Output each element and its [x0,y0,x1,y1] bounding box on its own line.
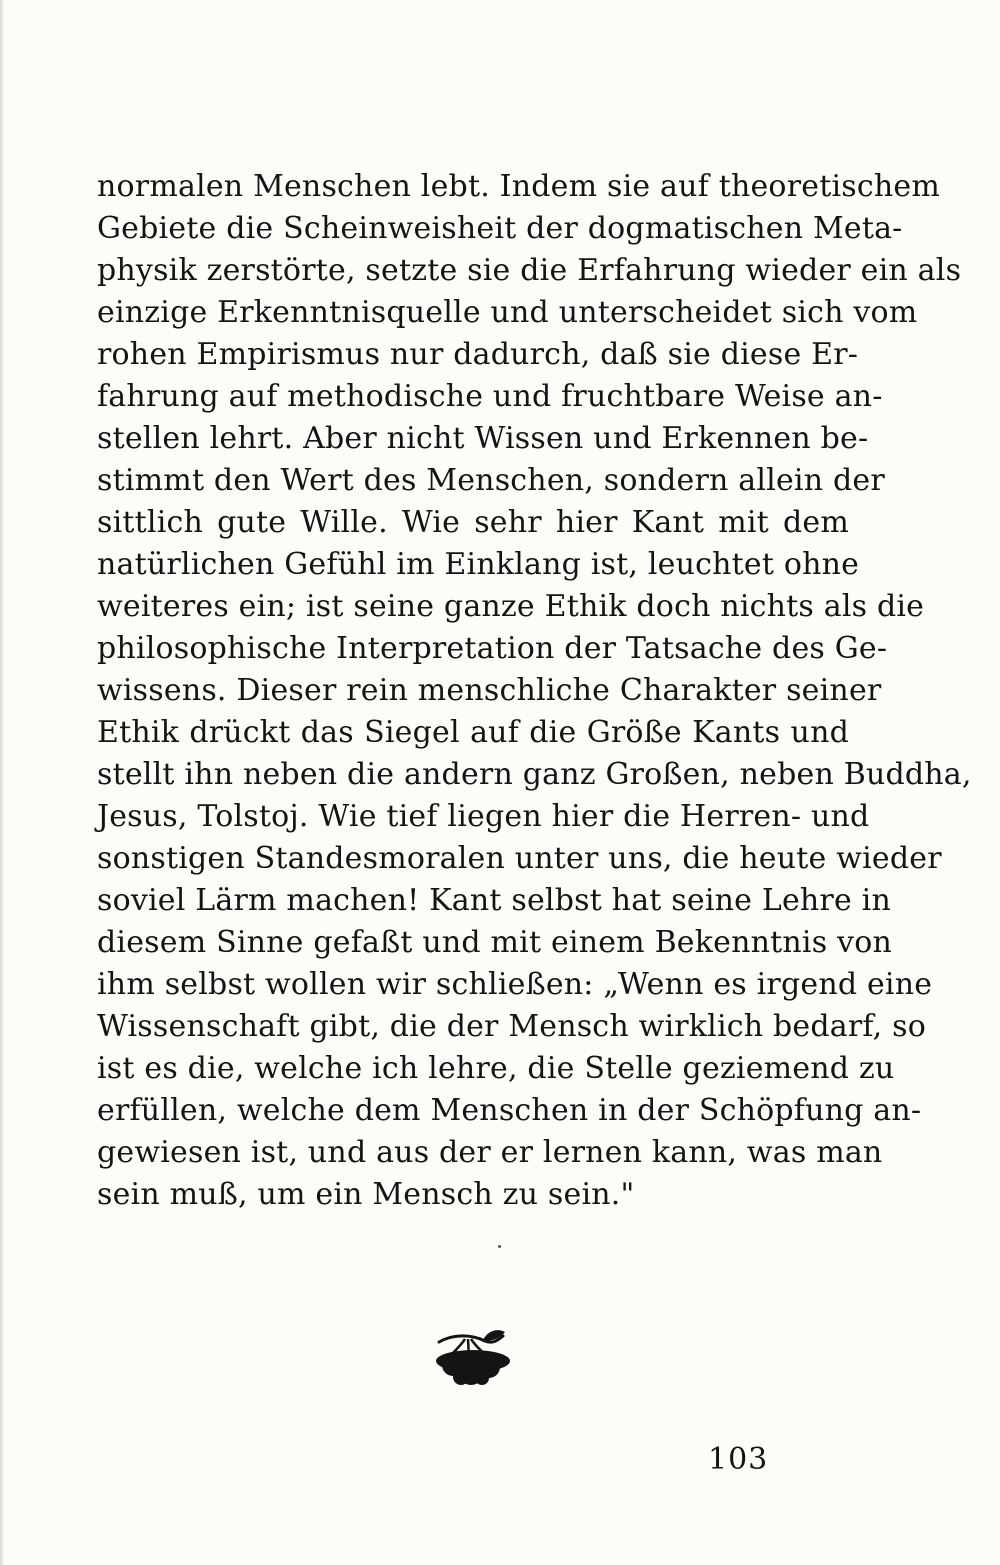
text-line: stellt ihn neben die andern ganz Großen, neben Buddha, [97,757,972,792]
text-line: ihm selbst wollen wir schließen: „Wenn es irgend eine [97,967,933,1002]
text-line: natürlichen Gefühl im Einklang ist, leuchtet ohne [97,547,860,582]
text-line: einzige Erkenntnisquelle und unterscheidet sich vom [97,295,918,330]
text-line: normalen Menschen lebt. Indem sie auf theoretischem [97,169,940,204]
text-line: diesem Sinne gefaßt und mit einem Bekenntnis von [97,925,892,960]
text-line: sein muß, um ein Mensch zu sein." [97,1177,635,1212]
text-line: erfüllen, welche dem Menschen in der Schöpfung an- [97,1093,922,1128]
page-number: 103 [708,1442,769,1477]
page-edge-shadow [0,0,4,1565]
text-line: sonstigen Standesmoralen unter uns, die heute wieder [97,841,942,876]
speck [498,1245,501,1248]
text-line: gewiesen ist, und aus der er lernen kann, was man [97,1135,883,1170]
text-line: weiteres ein; ist seine ganze Ethik doch nichts als die [97,589,925,624]
cherry-vignette-icon [425,1325,525,1395]
text-line: wissens. Dieser rein menschliche Charakter seiner [97,673,882,708]
text-line: Jesus, Tolstoj. Wie tief liegen hier die Herren- und [97,799,870,834]
text-line: Ethik drückt das Siegel auf die Größe Kants und [97,715,849,750]
text-line: Wissenschaft gibt, die der Mensch wirklich bedarf, so [97,1009,926,1044]
text-line: ist es die, welche ich lehre, die Stelle geziemend zu [97,1051,895,1086]
text-line: rohen Empirismus nur dadurch, daß sie diese Er- [97,337,859,372]
text-line: fahrung auf methodische und fruchtbare Weise an- [97,379,883,414]
text-line: stimmt den Wert des Menschen, sondern allein der [97,463,885,498]
body-text [97,166,972,1216]
text-line: soviel Lärm machen! Kant selbst hat seine Lehre in [97,883,891,918]
text-line: sittlich gute Wille. Wie sehr hier Kant mit dem [97,505,849,540]
text-line: physik zerstörte, setzte sie die Erfahrung wieder ein als [97,253,962,288]
text-line: Gebiete die Scheinweisheit der dogmatischen Meta- [97,211,903,246]
text-line: philosophische Interpretation der Tatsache des Ge- [97,631,888,666]
text-line: stellen lehrt. Aber nicht Wissen und Erkennen be- [97,421,869,456]
